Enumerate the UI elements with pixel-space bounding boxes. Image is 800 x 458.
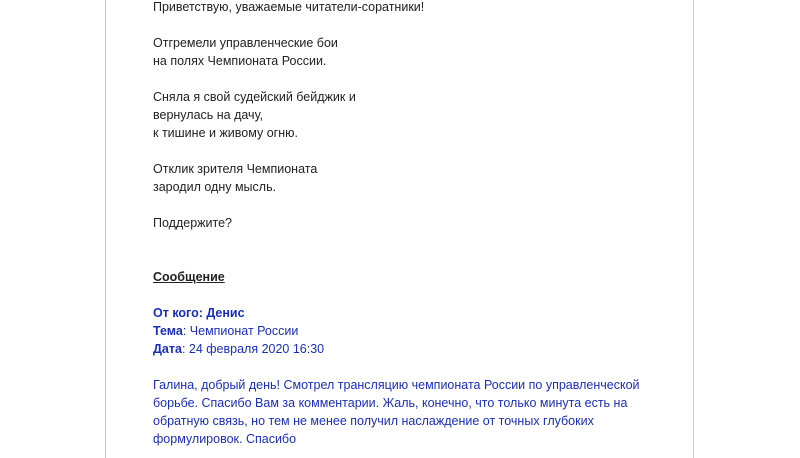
subject-value: : Чемпионат России (182, 324, 299, 338)
message-heading: Сообщение (153, 270, 225, 284)
paragraph-2-line-3: к тишине и живому огню. (153, 126, 298, 140)
message-body-line-4: формулировок. Спасибо (153, 432, 297, 446)
message-body-line-1: Галина, добрый день! Смотрел трансляцию чемпионата России по управленческой (153, 378, 640, 392)
subject-label: Тема (153, 324, 183, 338)
email-content-frame (105, 0, 694, 458)
message-body-line-2: борьбе. Спасибо Вам за комментарии. Жаль, конечно, что только минута есть на (153, 396, 628, 410)
paragraph-3-line-1: Отклик зрителя Чемпионата (153, 162, 318, 176)
paragraph-1-line-1: Отгремели управленческие бои (153, 36, 338, 50)
paragraph-2-line-1: Сняла я свой судейский бейджик и (153, 90, 356, 104)
message-from: От кого: Денис (153, 306, 245, 320)
message-subject (153, 322, 298, 340)
paragraph-1-line-2: на полях Чемпионата России. (153, 54, 327, 68)
message-body-line-3: обратную связь, но тем не менее получил наслаждение от точных глубоких (153, 414, 594, 428)
greeting-text: Приветствую, уважаемые читатели-соратники! (153, 0, 425, 14)
question-text: Поддержите? (153, 216, 232, 230)
paragraph-2-line-2: вернулась на дачу, (153, 108, 264, 122)
date-value: : 24 февраля 2020 16:30 (181, 342, 325, 356)
paragraph-3-line-2: зародил одну мысль. (153, 180, 277, 194)
message-date (153, 340, 324, 358)
date-label: Дата (153, 342, 182, 356)
